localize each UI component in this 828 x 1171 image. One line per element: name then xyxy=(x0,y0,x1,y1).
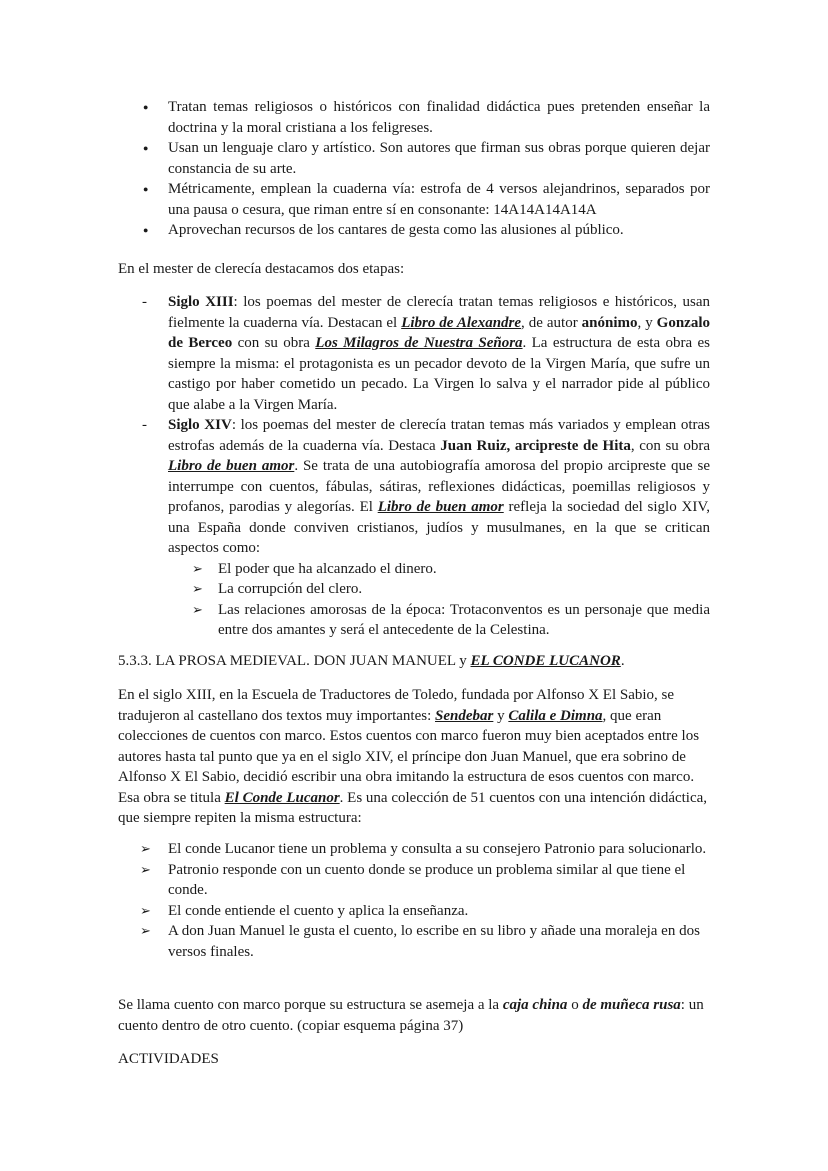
text: . La estructura de esta obra es siempre la misma: el protagonista es un pecador devoto de la Virgen María, que sufre un castigo por haber cometido un pecado. La Virgen lo salva y el narrador pide al público que alabe a la Virgen María. xyxy=(168,335,710,413)
list-item xyxy=(118,860,710,901)
list-item xyxy=(118,901,710,922)
text: El conde Lucanor tiene un problema y consulta a su consejero Patronio para solucionarlo. xyxy=(168,841,707,857)
arrow-bullet-icon: ➢ xyxy=(140,841,151,856)
list-item: ● Tratan temas religiosos o históricos con finalidad didáctica pues pretenden enseñar la doctrina y la moral cristiana a los feligreses. xyxy=(118,97,710,138)
text: Se llama cuento con marco porque su estructura se asemeja a la xyxy=(118,997,503,1013)
text: , que eran colecciones de cuentos con marco. Estos cuentos con marco fueron muy bien aceptados entre los autores hasta tal punto que ya en el siglo XIV, el príncipe don Juan Manuel, que era sobrino de Alfonso X El Sabio, decidió escribir una obra imitando la estructura de esos cuentos con marco. Esa obra se titula xyxy=(118,707,700,806)
text: . xyxy=(620,653,625,669)
text: . Se trata de una autobiografía amorosa del propio arcipreste que se interrumpe con cuentos, fábulas, sátiras, reflexiones didácticas, poemillas religiosos y profanos, parodias y alegorías. El xyxy=(168,458,710,515)
aspects-list xyxy=(168,559,710,641)
siglo-label: Siglo XIV xyxy=(168,417,232,433)
etapas-intro: En el mester de clerecía destacamos dos etapas: xyxy=(118,261,405,277)
list-item-siglo-xiii xyxy=(118,292,710,415)
text: A don Juan Manuel le gusta el cuento, lo escribe en su libro y añade una moraleja en dos versos finales. xyxy=(168,923,700,960)
list-item xyxy=(168,600,710,641)
structure-list xyxy=(118,839,710,962)
text: refleja la sociedad del siglo XIV, una España donde conviven cristianos, judíos y musulmanes, en la que se critican aspectos como: xyxy=(168,499,710,556)
arrow-bullet-icon: ➢ xyxy=(140,902,151,918)
author-name: Gonzalo de Berceo xyxy=(168,314,711,351)
dash-marker: - xyxy=(142,294,147,310)
arrow-bullet-icon: ➢ xyxy=(192,601,203,617)
list-item: ● Usan un lenguaje claro y artístico. Son autores que firman sus obras porque quieren dejar constancia de su arte. xyxy=(118,138,710,179)
work-title: Libro de Alexandre xyxy=(401,314,522,331)
emphasis: de muñeca rusa xyxy=(582,997,681,1013)
work-title: Calila e Dimna xyxy=(508,707,603,724)
etapas-list xyxy=(118,292,710,641)
prosa-paragraph xyxy=(118,685,710,829)
text: y xyxy=(493,707,509,724)
author-name: anónimo xyxy=(581,314,638,331)
work-title: EL CONDE LUCANOR xyxy=(470,653,621,669)
work-title: Los Milagros de Nuestra Señora xyxy=(315,335,523,351)
text: Las relaciones amorosas de la época: Trotaconventos es un personaje que media entre dos amantes y será el antecedente de la Celestina. xyxy=(218,601,710,638)
work-title: Sendebar xyxy=(435,707,494,724)
arrow-bullet-icon: ➢ xyxy=(192,581,203,596)
arrow-bullet-icon: ➢ xyxy=(140,861,151,877)
list-item xyxy=(168,579,710,600)
text: : los poemas del mester de clerecía tratan temas más variados y emplean otras estrofas además de la cuaderna vía. Destaca xyxy=(168,417,711,454)
work-title: Libro de buen amor xyxy=(377,499,504,515)
author-name: Juan Ruiz, arcipreste de Hita xyxy=(440,437,631,454)
arrow-bullet-icon: ➢ xyxy=(140,923,151,938)
work-title: El Conde Lucanor xyxy=(224,789,340,806)
text: , y xyxy=(637,314,657,331)
text: : un cuento dentro de otro cuento. (copiar esquema página 37) xyxy=(118,997,704,1034)
text: El poder que ha alcanzado el dinero. xyxy=(218,560,437,577)
text: o xyxy=(567,997,583,1013)
list-item: ● Aprovechan recursos de los cantares de gesta como las alusiones al público. xyxy=(118,220,710,241)
arrow-bullet-icon: ➢ xyxy=(192,560,203,576)
section-heading xyxy=(118,651,710,672)
text: El conde entiende el cuento y aplica la enseñanza. xyxy=(168,902,469,919)
activities-heading: ACTIVIDADES xyxy=(118,1051,219,1067)
dash-marker: - xyxy=(142,417,147,433)
intro-bullet-list xyxy=(118,97,710,241)
list-item-siglo-xiv xyxy=(118,415,710,641)
siglo-label: Siglo XIII xyxy=(168,294,234,310)
list-item xyxy=(118,921,710,962)
text: , con su obra xyxy=(630,437,711,454)
text: , de autor xyxy=(521,314,582,331)
text: con su obra xyxy=(232,335,316,351)
list-item: ● Métricamente, emplean la cuaderna vía: estrofa de 4 versos alejandrinos, separados por una pausa o cesura, que riman entre sí en consonante: 14A14A14A14A xyxy=(118,179,710,220)
closing-paragraph xyxy=(118,995,710,1036)
text: . Es una colección de 51 cuentos con una intención didáctica, que siempre repiten la misma estructura: xyxy=(118,789,708,826)
work-title: Libro de buen amor xyxy=(168,458,295,474)
emphasis: caja china xyxy=(502,997,568,1013)
list-item xyxy=(118,839,710,860)
list-item xyxy=(168,559,710,580)
text: En el siglo XIII, en la Escuela de Traductores de Toledo, fundada por Alfonso X El Sabio, se tradujeron al castellano dos textos muy importantes: xyxy=(118,687,675,724)
text: : los poemas del mester de clerecía tratan temas religiosos e históricos, usan fielmente la cuaderna vía. Destacan el xyxy=(168,294,710,331)
text: La corrupción del clero. xyxy=(218,581,363,597)
text: 5.3.3. LA PROSA MEDIEVAL. DON JUAN MANUEL y xyxy=(118,653,471,669)
text: Patronio responde con un cuento donde se produce un problema similar al que tiene el conde. xyxy=(168,861,686,898)
